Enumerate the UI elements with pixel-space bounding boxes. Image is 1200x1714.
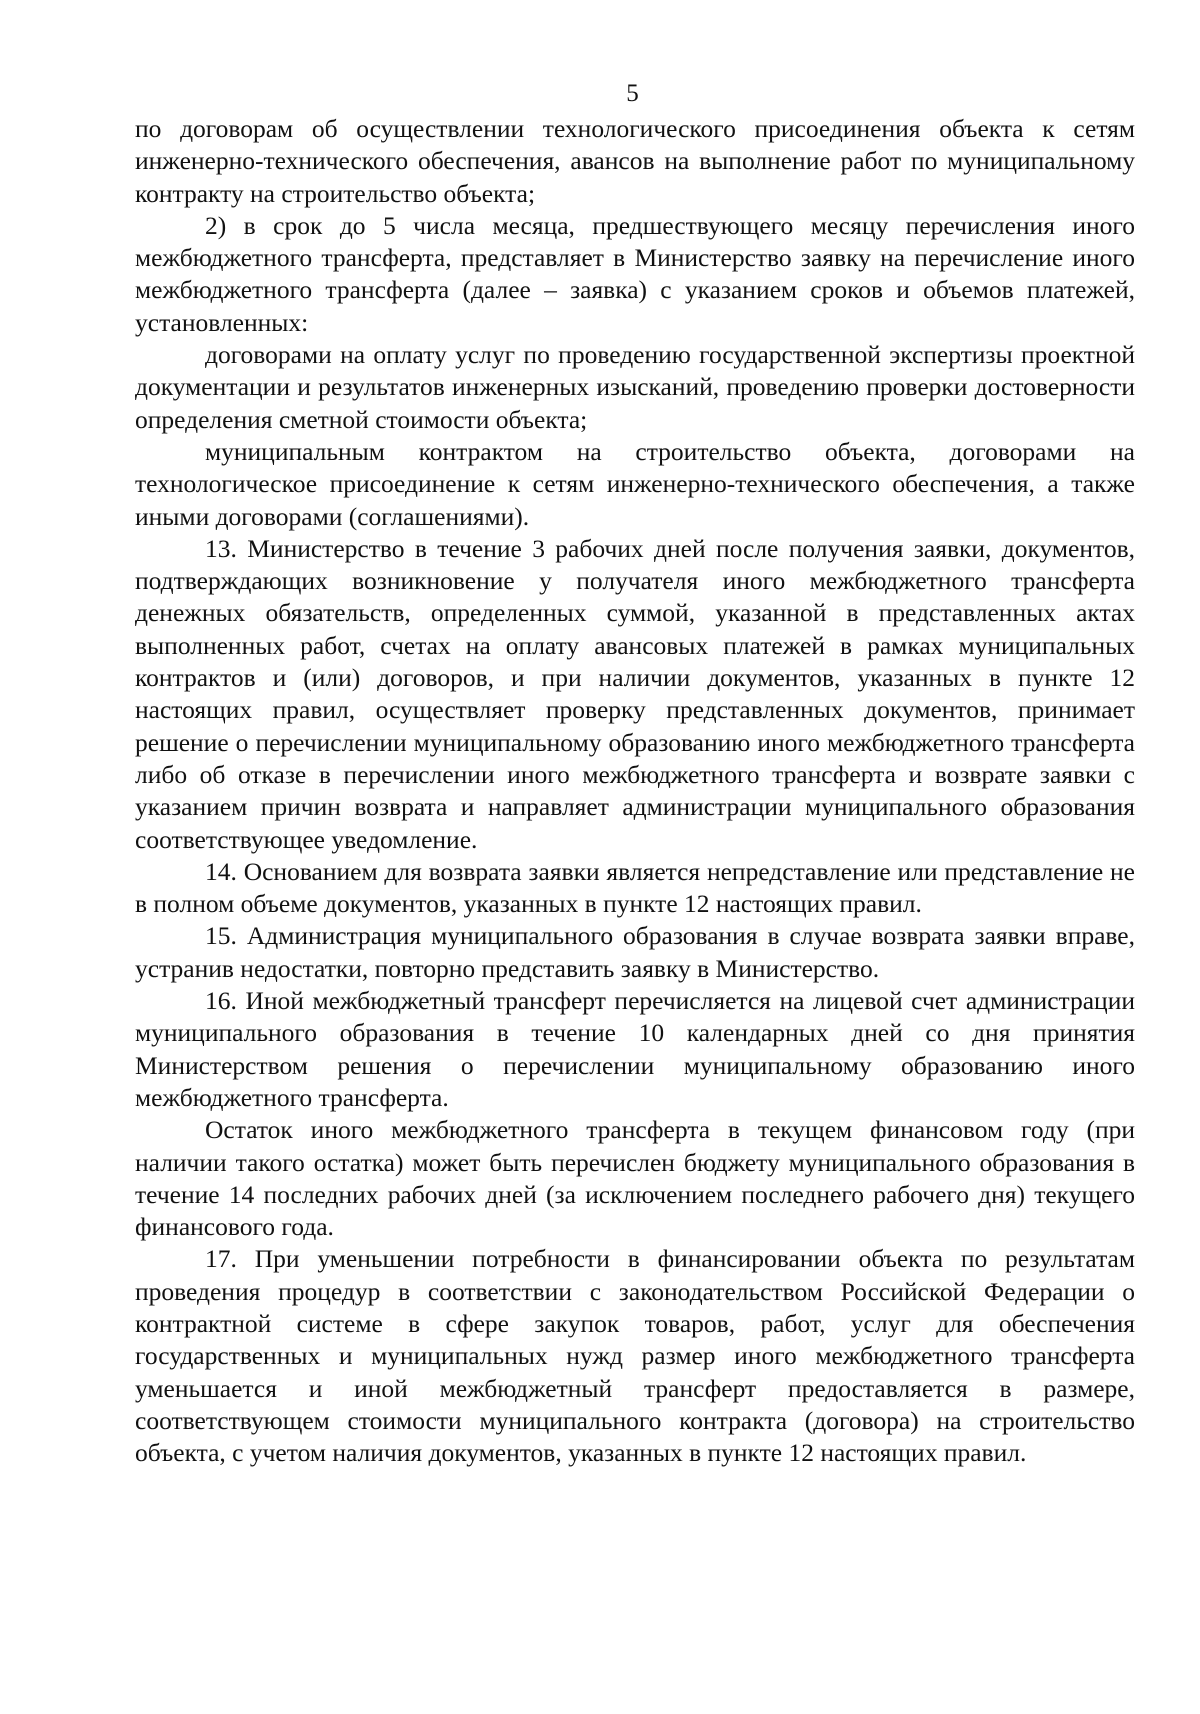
paragraph-clause-13: 13. Министерство в течение 3 рабочих дней после получения заявки, документов, подтверждающих возникновение у получателя иного межбюджетного трансферта денежных обязательств, определенных суммой, указанной в представленных актах выполненных работ, счетах на оплату авансовых платежей в рамках муниципальных контрактов и (или) договоров, и при наличии документов, указанных в пункте 12 настоящих правил, осуществляет проверку представленных документов, принимает решение о перечислении муниципальному образованию иного межбюджетного трансферта либо об отказе в перечислении иного межбюджетного трансферта и возврате заявки с указанием причин возврата и направляет администрации муниципального образования соответствующее уведомление. <box>135 533 1135 854</box>
paragraph-clause-16: 16. Иной межбюджетный трансферт перечисляется на лицевой счет администрации муниципального образования в течение 10 календарных дней со дня принятия Министерством решения о перечислении муниципальному образованию иного межбюджетного трансферта. <box>135 986 1135 1112</box>
paragraph-expertise-contracts: договорами на оплату услуг по проведению государственной экспертизы проектной документации и результатов инженерных изысканий, проведению проверки достоверности определения сметной стоимости объекта; <box>135 340 1135 434</box>
page-number: 5 <box>626 80 639 107</box>
paragraph-municipal-contract: муниципальным контрактом на строительство объекта, договорами на технологическое присоединение к сетям инженерно-технического обеспечения, а также иными договорами (соглашениями). <box>135 436 1135 531</box>
paragraph-continuation: по договорам об осуществлении технологического присоединения объекта к сетям инженерно-технического обеспечения, авансов на выполнение работ по муниципальному контракту на строительство объекта; <box>135 114 1135 208</box>
paragraph-remainder: Остаток иного межбюджетного трансферта в текущем финансовом году (при наличии такого остатка) может быть перечислен бюджету муниципального образования в течение 14 последних рабочих дней (за исключением последнего рабочего дня) текущего финансового года. <box>135 1115 1135 1242</box>
paragraph-clause-14: 14. Основанием для возврата заявки является непредставление или представление не в полном объеме документов, указанных в пункте 12 настоящих правил. <box>135 856 1135 919</box>
paragraph-item-2: 2) в срок до 5 числа месяца, предшествующего месяцу перечисления иного межбюджетного трансферта, представляет в Министерство заявку на перечисление иного межбюджетного трансферта (далее – заявка) с указанием сроков и объемов платежей, установленных: <box>135 210 1135 337</box>
paragraph-clause-17: 17. При уменьшении потребности в финансировании объекта по результатам проведения процедур в соответствии с законодательством Российской Федерации о контрактной системе в сфере закупок товаров, работ, услуг для обеспечения государственных и муниципальных нужд размер иного межбюджетного трансферта уменьшается и иной межбюджетный трансферт предоставляется в размере, соответствующем стоимости муниципального контракта (договора) на строительство объекта, с учетом наличия документов, указанных в пункте 12 настоящих правил. <box>135 1244 1135 1468</box>
document-body <box>135 113 1135 1469</box>
paragraph-clause-15: 15. Администрация муниципального образования в случае возврата заявки вправе, устранив недостатки, повторно представить заявку в Министерство. <box>135 921 1135 983</box>
